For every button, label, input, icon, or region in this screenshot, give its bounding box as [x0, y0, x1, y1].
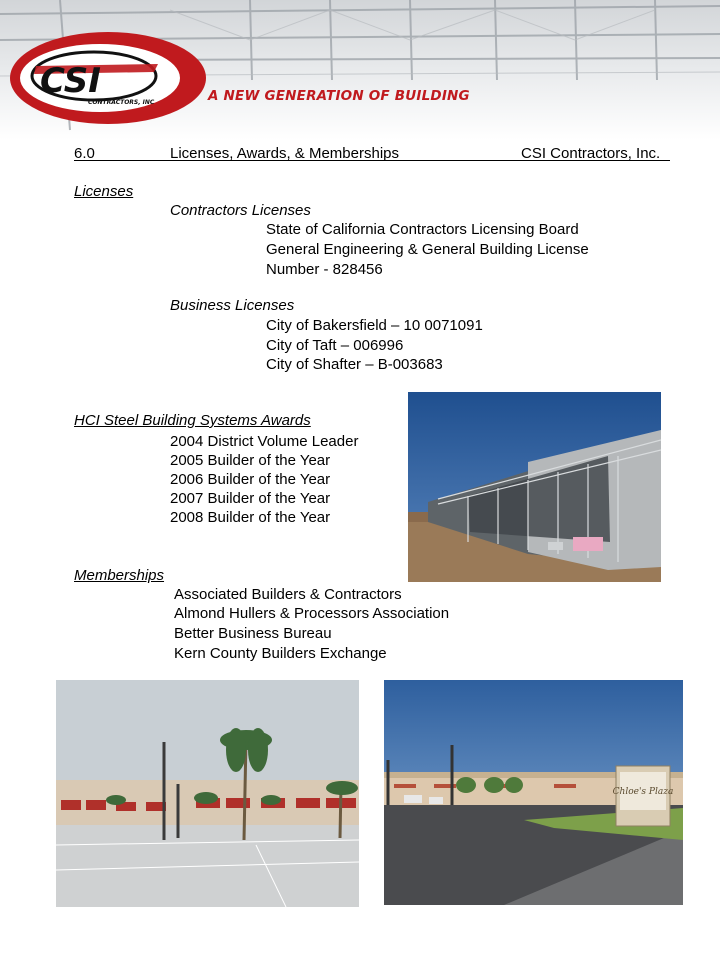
membership-item: Associated Builders & Contractors	[174, 586, 402, 603]
steel-building-photo	[408, 392, 661, 582]
section-title: Licenses, Awards, & Memberships	[170, 145, 399, 162]
business-license-line: City of Shafter – B-003683	[266, 356, 443, 373]
business-license-line: City of Taft – 006996	[266, 337, 404, 354]
plaza-sign-text: Chloe's Plaza	[612, 787, 674, 797]
memberships-heading: Memberships	[74, 567, 165, 584]
svg-text:CSI: CSI	[40, 61, 101, 101]
award-item: 2004 District Volume Leader	[170, 433, 359, 450]
business-license-line: City of Bakersfield – 10 0071091	[266, 317, 483, 334]
company-name: CSI Contractors, Inc.	[521, 145, 661, 162]
award-item: 2006 Builder of the Year	[170, 471, 331, 488]
contractors-license-line: State of California Contractors Licensing Board	[266, 221, 579, 238]
contractors-license-line: General Engineering & General Building License	[266, 241, 589, 258]
membership-item: Better Business Bureau	[174, 625, 332, 642]
slogan: A NEW GENERATION OF BUILDING	[208, 88, 470, 104]
membership-item: Kern County Builders Exchange	[174, 645, 387, 662]
licenses-heading: Licenses	[74, 183, 134, 200]
plaza-photo	[384, 680, 683, 905]
award-item: 2005 Builder of the Year	[170, 452, 331, 469]
contractors-licenses-label: Contractors Licenses	[170, 202, 311, 219]
retail-center-photo	[56, 680, 359, 907]
award-item: 2007 Builder of the Year	[170, 490, 331, 507]
membership-item: Almond Hullers & Processors Association	[174, 605, 450, 622]
header-underline	[74, 160, 670, 161]
csi-logo	[8, 28, 208, 128]
svg-text:CONTRACTORS, INC: CONTRACTORS, INC	[88, 99, 155, 106]
header-banner	[0, 0, 720, 140]
section-number: 6.0	[74, 145, 95, 162]
contractors-license-line: Number - 828456	[266, 261, 383, 278]
awards-heading: HCI Steel Building Systems Awards	[74, 412, 311, 429]
award-item: 2008 Builder of the Year	[170, 509, 331, 526]
business-licenses-label: Business Licenses	[170, 297, 295, 314]
